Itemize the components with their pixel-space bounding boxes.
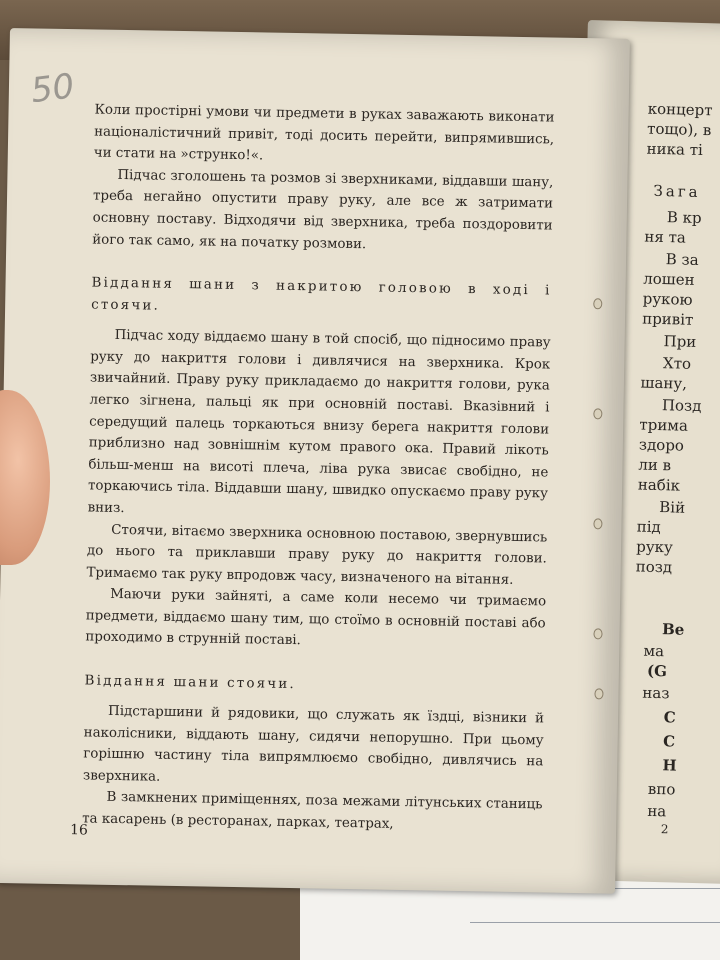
right-line: Позд <box>661 396 702 416</box>
paragraph: Підчас ходу віддаємо шану в той спосіб, що підносимо праву руку до накриття голови і дивлячися на зверхника. Крок звичайний. Праву руку прикладаємо до накриття голови, рука легко зігнена, пальці як при основній поставі. Вказівний і середущий палець торкаються внизу берега накриття голови приблизно над зовнішнім кутом правого ока. Правий лікоть більш-менш на висоті плеча, ліва рука звисає свобідно, не торкаючись тіла. Віддавши шану, швидко опускаємо праву руку вниз. <box>87 328 551 516</box>
right-line: позд <box>635 557 673 577</box>
paragraph: Підстаршини й рядовики, що служать як їздці, візники й наколісники, віддають шану, сидячи непорушно. При цьому горішню частину тіла випрямлюємо свобідно, дивлячись на зверхника. <box>82 703 545 785</box>
right-line: тощо), в <box>646 119 712 140</box>
right-line: концерт <box>647 99 713 120</box>
right-line: При <box>663 332 697 351</box>
right-page-number: 2 <box>660 822 669 837</box>
right-line: під <box>636 517 662 537</box>
right-line: набік <box>637 475 681 495</box>
right-line: ма <box>643 641 665 661</box>
right-line: руку <box>636 537 674 557</box>
right-line: наз <box>642 683 670 703</box>
binding-stitch <box>593 298 602 309</box>
section-heading: Віддання шани стоячи. <box>84 673 297 693</box>
section-heading: Віддання шани з накритою головою в ході і стоячи. <box>91 275 552 314</box>
right-line: на <box>647 801 667 821</box>
right-line: В кр <box>666 208 702 228</box>
binding-stitch <box>594 688 603 699</box>
pencil-note: 50 <box>28 66 77 112</box>
right-line: Н <box>662 756 677 775</box>
right-line: здоро <box>638 435 685 455</box>
right-line: ли в <box>638 455 672 475</box>
right-line: В за <box>665 250 699 269</box>
binding-stitch <box>593 408 602 419</box>
left-page <box>0 28 630 894</box>
right-line: трима <box>639 415 689 435</box>
right-line: Вій <box>659 498 686 517</box>
right-line: ника ті <box>646 139 704 160</box>
right-line: Зага <box>653 181 701 202</box>
right-line: впо <box>647 779 676 799</box>
paragraph: Підчас зголошень та розмов зі зверхниками, віддавши шану, треба негайно опустити праву руку, але все ж затримати основну поставу. Відходячи від зверхника, треба поздоровити його так само, як на початку розмови. <box>92 167 554 252</box>
right-line: Хто <box>662 354 692 373</box>
right-line: рукою <box>642 289 693 309</box>
right-line: (G <box>646 661 668 681</box>
page-number: 16 <box>69 822 88 839</box>
paper-rule <box>470 922 720 923</box>
right-line: Ве <box>661 620 685 639</box>
paragraph: Маючи руки зайняті, а саме коли несемо чи тримаємо предмети, віддаємо шану тим, що стоїмо в основній поставі або проходимо в струнній поставі. <box>85 587 547 649</box>
right-line: лошен <box>643 269 695 289</box>
binding-stitch <box>593 518 602 529</box>
page-text <box>82 99 555 838</box>
paragraph: Коли простірні умови чи предмети в руках заважають виконати націоналістичний привіт, тоді досить перейти, випрямившись, чи стати на »струнко!«. <box>93 102 555 164</box>
paragraph: В замкнених приміщеннях, поза межами літунських станиць та касарень (в ресторанах, парках, театрах, <box>82 790 543 832</box>
binding-stitch <box>593 628 602 639</box>
right-line: ня та <box>644 227 687 247</box>
right-line: С <box>662 732 676 751</box>
right-line: С <box>663 708 676 727</box>
right-line: шану, <box>640 373 688 393</box>
right-line: привіт <box>641 309 694 329</box>
paragraph: Стоячи, вітаємо зверхника основною поставою, звернувшись до нього та приклавши праву руку до накриття голови. Тримаємо так руку впродовж часу, визначеного на вітання. <box>86 522 548 588</box>
